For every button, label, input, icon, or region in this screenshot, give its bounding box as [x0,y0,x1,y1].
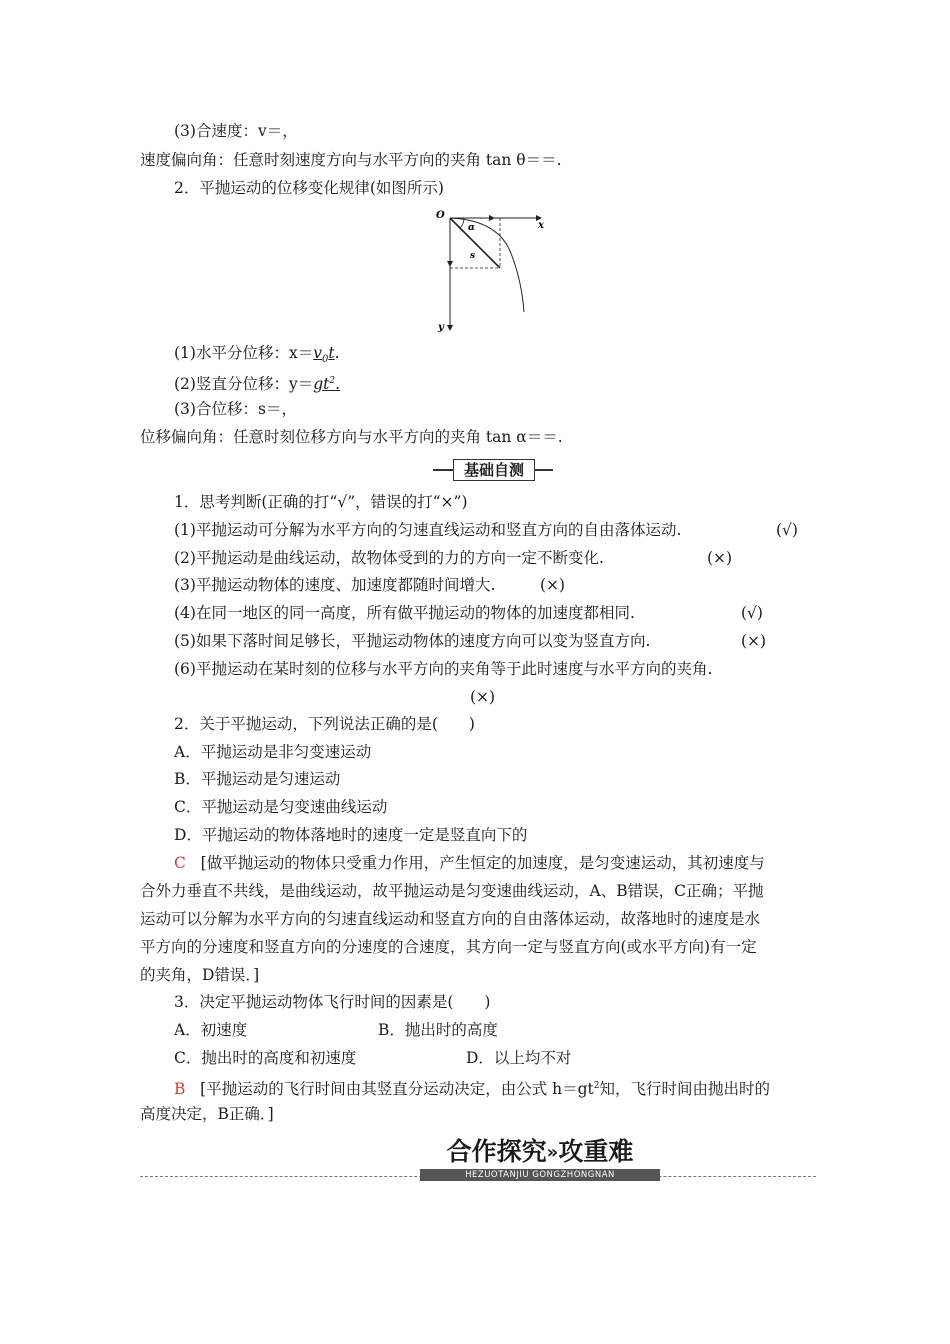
explanation-text: 运动可以分解为水平方向的匀速直线运动和竖直方向的自由落体运动，故落地时的速度是水 [140,910,761,928]
judgement-mark: (√) [741,604,763,622]
question-title: 3．决定平抛运动物体飞行时间的因素是( ) [174,993,491,1011]
angle-label: α [468,223,475,233]
explanation-text: 高度决定，B正确．] [140,1105,274,1123]
judgement-item: (3)平抛运动物体的速度、加速度都随时间增大. [174,576,496,594]
judgement-mark: (×) [707,549,733,567]
text-span: v [313,344,322,362]
underlined-answer [313,375,340,393]
text-span: gt [313,375,330,394]
heading-rule [533,469,553,471]
judgement-mark: (×) [741,632,767,650]
section-heading [433,459,553,481]
heading-rule [433,469,453,471]
text-line: 2．平抛运动的位移变化规律(如图所示) [174,179,444,197]
text-span: t [328,344,335,362]
answer-letter: B [174,1080,186,1099]
answer-letter: C [174,854,186,872]
footer-title-part: 攻重难 [558,1137,634,1166]
judgement-item: (5)如果下落时间足够长，平抛运动物体的速度方向可以变为竖直方向. [174,632,651,650]
displacement-label: s [470,251,476,261]
projectile-figure [428,208,558,336]
subscript: 0 [321,354,329,366]
option: C．平抛运动是匀变速曲线运动 [174,798,388,816]
judgement-item: (2)平抛运动是曲线运动，故物体受到的力的方向一定不断变化. [174,549,604,567]
text-line: (3)合速度：v＝， [174,122,298,140]
judgement-item: (6)平抛运动在某时刻的位移与水平方向的夹角等于此时速度与水平方向的夹角. [174,660,713,678]
option: B．抛出时的高度 [378,1021,498,1039]
footer-title [420,1136,660,1169]
option: A．初速度 [174,1021,248,1039]
footer-title-part: 合作探究 [446,1137,547,1166]
text-span: (1)水平分位移：x＝ [174,344,314,362]
question-title: 1．思考判断(正确的打“√”，错误的打“×”) [174,493,468,511]
text-span: . [334,344,340,362]
judgement-item: (1)平抛运动可分解为水平方向的匀速直线运动和竖直方向的自由落体运动. [174,521,682,539]
explanation-text: 平方向的分速度和竖直方向的分速度的合速度，其方向一定与竖直方向(或水平方向)有一定 [140,938,757,956]
text-span: (2)竖直分位移：y＝ [174,375,314,394]
explanation-text: 知，飞行时间由抛出时的 [599,1080,771,1099]
explanation-text: 合外力垂直不共线，是曲线运动，故平抛运动是匀变速曲线运动，A、B错误，C正确；平抛 [140,882,764,900]
option: D．平抛运动的物体落地时的速度一定是竖直向下的 [174,826,528,844]
option: B．平抛运动是匀速运动 [174,770,341,788]
question-title: 2．关于平抛运动，下列说法正确的是( ) [174,715,475,733]
answer-line [174,853,765,873]
explanation-text: 的夹角，D错误．] [140,966,260,984]
option: D．以上均不对 [466,1049,572,1067]
x-axis-label: x [538,220,544,231]
y-axis-label: y [438,322,444,333]
option: A．平抛运动是非匀变速运动 [174,743,372,761]
section-heading-label: 基础自测 [453,459,535,481]
text-line: 速度偏向角：任意时刻速度方向与水平方向的夹角 tan θ＝＝. [140,151,562,169]
underlined-answer [313,344,335,366]
text-span: . [335,375,341,394]
text-line [174,343,340,370]
answer-line [174,1076,770,1099]
superscript: 2 [593,1081,600,1091]
text-line: 位移偏向角：任意时刻位移方向与水平方向的夹角 tan α＝＝. [140,428,563,446]
judgement-item: (4)在同一地区的同一高度，所有做平抛运动的物体的加速度都相同. [174,604,635,622]
judgement-mark: (×) [470,688,496,706]
judgement-mark: (√) [776,521,798,539]
double-chevron-icon: » [546,1142,559,1163]
explanation-text: [做平抛运动的物体只受重力作用，产生恒定的加速度，是匀变速运动，其初速度与 [200,854,765,872]
origin-label: O [436,210,445,221]
footer-subtitle: HEZUOTANJIU GONGZHONGNAN [420,1169,660,1181]
option: C．抛出时的高度和初速度 [174,1049,357,1067]
text-line [174,371,340,394]
footer-banner [420,1136,660,1182]
text-line: (3)合位移：s＝， [174,400,297,418]
explanation-text: [平抛运动的飞行时间由其竖直分运动决定，由公式 h＝gt [200,1080,594,1099]
judgement-mark: (×) [540,576,566,594]
superscript: 2 [329,376,336,386]
